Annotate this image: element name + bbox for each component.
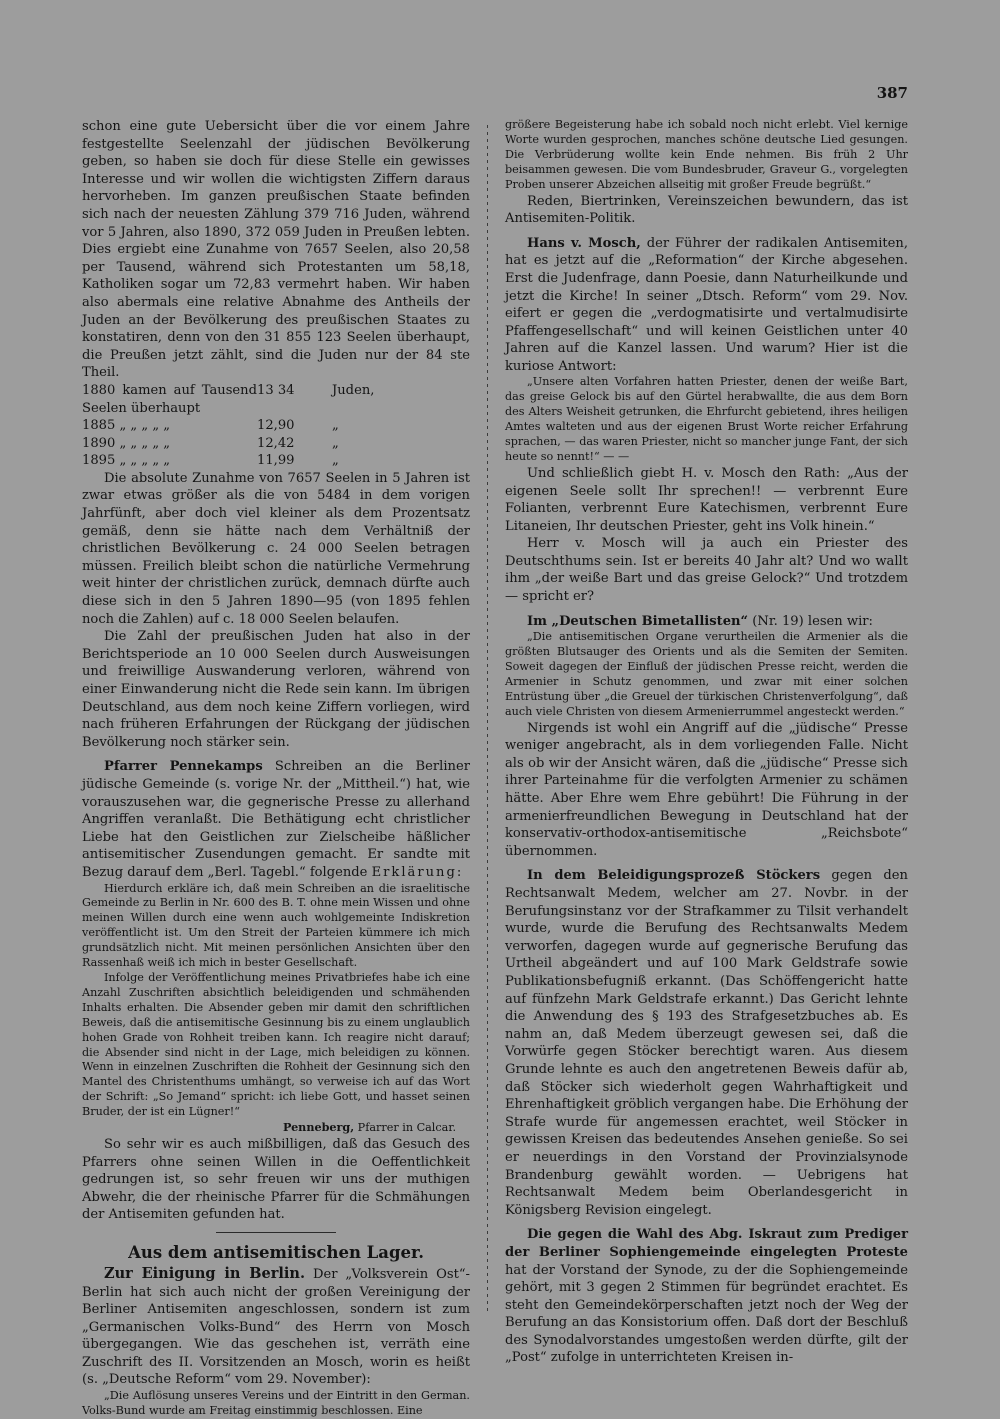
mosch-paragraph: Hans v. Mosch, der Führer der radikalen Antisemiten, hat es jetzt auf die „Reformation“ der Kirche abgesehen. Erst die Judenfrage, dann Poesie, dann Naturheilkunde und jetzt die Kirche! In seiner „Dtsch. Reform“ vom 29. Nov. eifert er gegen die „verdogmatisirte und vertalmudisirte Pfaffengesellschaft“ und will keinen Geistlichen unter 40 Jahren auf die Kanzel lassen. Und warum? Hier ist die kuriose Antwort:: [505, 235, 908, 374]
declaration-quote-1: Hierdurch erkläre ich, daß mein Schreiben an die israelitische Gemeinde zu Berlin in Nr. 600 des B. T. ohne mein Wissen und ohne meinen Willen durch eine wenn auch wohlgemeinte Indiskretion veröffentlicht ist. Um den Streit der Parteien kümmere ich mich grundsätzlich nicht. Mit meinen persönlichen Ansichten über den Rassenhaß weiß ich mich in bester Gesellschaft.: [82, 881, 470, 970]
population-table: [82, 382, 382, 470]
armenier-comment: Nirgends ist wohl ein Angriff auf die „jüdische“ Presse weniger angebracht, als in dem vorliegenden Falle. Nicht als ob wir der Ansicht wären, daß die „jüdische“ Presse sich ihrer Parteinahme für die verfolgten Armenier zu schämen hätte. Aber Ehre wem Ehre gebührt! Die Führung in der armenierfreundlichen Bewegung in Deutschland hat der konservativ-orthodox-antisemitische „Reichsbote“ übernommen.: [505, 720, 908, 859]
mosch-question-paragraph: Herr v. Mosch will ja auch ein Priester des Deutschthums sein. Ist er bereits 40 Jahr alt? Und wo wallt ihm „der weiße Bart und das greise Gelock?“ Und trotzdem — spricht er?: [505, 536, 908, 605]
mosch-advice-paragraph: Und schließlich giebt H. v. Mosch den Rath: „Aus der eigenen Seele sollt Ihr sprechen!! — verbrennt Eure Folianten, verbrennt Eure Katechismen, verbrennt Eure Litaneien, Ihr deutschen Priester, geht ins Volk hinein.“: [505, 465, 908, 534]
einigung-title: Zur Einigung in Berlin.: [104, 1264, 305, 1282]
stoecker-title: In dem Beleidigungsprozeß Stöckers: [527, 868, 821, 884]
emigration-paragraph: Die Zahl der preußischen Juden hat also in der Berichtsperiode an 10 000 Seelen durch Ausweisungen und freiwillige Auswanderung verloren, während von einer Einwanderung nicht die Rede sein kann. Im übrigen Deutschland, aus dem noch keine Ziffern vorliegen, wird nach früheren Erfahrungen der Rückgang der jüdischen Bevölkerung noch stärker sein.: [82, 629, 470, 750]
section-heading: Aus dem antisemitischen Lager.: [128, 1242, 424, 1262]
jewish-population-paragraph: schon eine gute Uebersicht über die vor einem Jahre festgestellte Seelenzahl der jüdischen Bevölkerung geben, so haben sie doch für diese Stelle ein gewisses Interesse und wir wollen die wichtigsten Ziffern daraus hervorheben. Im ganzen preußischen Staate befinden sich nach der neuesten Zählung 379 716 Juden, während vor 5 Jahren, also 1890, 372 059 Juden in Preußen lebten. Dies ergiebt eine Zunahme von 7657 Seelen, also 20,58 per Tausend, während sich Protestanten um 58,18, Katholiken sogar um 72,83 vermehrt haben. Wir haben also abermals eine relative Abnahme des Antheils der Juden an der Bevölkerung des preußischen Staates zu konstatiren, denn von den 31 855 123 Seelen überhaupt, die Preußen jetzt zählt, sind die Juden nur der 84 ste Theil.: [82, 119, 470, 381]
absolute-increase-paragraph: Die absolute Zunahme von 7657 Seelen in 5 Jahren ist zwar etwas größer als die von 5484 in dem vorigen Jahrfünft, aber doch viel kleiner als dem Prozentsatz gemäß, denn sie hätte nach dem Verhältniß der christlichen Bevölkerung c. 24 000 Seelen betragen müssen. Freilich bleibt schon die natürliche Vermehrung weit hinter der christlichen zurück, demnach dürfte auch diese sich in den 5 Jahren 1890—95 (von 1895 fehlen noch die Zahlen) auf c. 18 000 Seelen belaufen.: [82, 470, 470, 627]
pennekamp-paragraph: Pfarrer Pennekamps Schreiben an die Berliner jüdische Gemeinde (s. vorige Nr. der „Mittheil.“) hat, wie vorauszusehen war, die gegnerische Presse zu allerhand Angriffen veranlaßt. Die Bethätigung echt christlicher Liebe hat den Geistlichen zur Zielscheibe häßlicher antisemitischer Zusendungen gemacht. Er sandte mit Bezug darauf dem „Berl. Tagebl.“ folgende Erklärung:: [82, 759, 470, 880]
page-number: 387: [876, 84, 908, 102]
table-row: 1885 „ „ „ „ „ 12,90 „: [82, 418, 339, 434]
volksverein-quote: „Die Auflösung unseres Vereins und der Eintritt in den German. Volks-Bund wurde am Freitag einstimmig beschlossen. Eine: [82, 1389, 470, 1417]
volksverein-quote-continued: größere Begeisterung habe ich sobald noch nicht erlebt. Viel kernige Worte wurden gesprochen, manches schöne deutsche Lied gesungen. Die Verbrüderung wollte kein Ende nehmen. Bis früh 2 Uhr beisammen gewesen. Die vom Bundesbruder, Graveur G., vorgelegten Proben unserer Abzeichen allseitig mit großer Freude begrüßt.“: [505, 118, 908, 191]
table-row: 1895 „ „ „ „ „ 11,99 „: [82, 453, 339, 469]
right-column: [505, 118, 908, 1367]
iskraut-paragraph: Die gegen die Wahl des Abg. Iskraut zum Prediger der Berliner Sophiengemeinde eingelegten Proteste hat der Vorstand der Synode, zu der die Sophiengemeinde gehört, mit 3 gegen 2 Stimmen für begründet erachtet. Es steht den Gemeindekörperschaften jetzt noch der Weg der Berufung an das Konsistorium offen. Daß dort der Beschluß des Synodalvorstandes umgestoßen werden dürfte, gilt der „Post“ zufolge in unterrichteten Kreisen in-: [505, 1227, 908, 1366]
mosch-name: Hans v. Mosch,: [527, 235, 641, 251]
bimetallisten-paragraph: Im „Deutschen Bimetallisten“ (Nr. 19) lesen wir:: [527, 613, 873, 629]
left-column: [82, 118, 470, 1419]
section-rule: [216, 1232, 336, 1233]
priester-quote: „Unsere alten Vorfahren hatten Priester, denen der weiße Bart, das greise Gelock bis auf den Gürtel herabwallte, die aus dem Born des Alters Weisheit getrunken, die Ehrfurcht gebietend, ihres heiligen Amtes walteten und aus der eigenen Brust Worte reicher Erfahrung sprachen, — das waren Priester, nicht so mancher junge Fant, der sich heute so nennt!“ — —: [505, 375, 908, 463]
bimetallisten-title: Im „Deutschen Bimetallisten“: [527, 613, 749, 629]
table-row: 1880 kamen auf Tausend Seelen überhaupt 13 34 Juden,: [82, 382, 375, 416]
antisemiten-politik-line: Reden, Biertrinken, Vereinszeichen bewundern, das ist Antisemiten-Politik.: [505, 193, 908, 227]
signature: Penneberg, Pfarrer in Calcar.: [282, 1120, 456, 1135]
iskraut-title: Die gegen die Wahl des Abg. Iskraut zum Prediger der Berliner Sophiengemeinde eingelegten Proteste: [505, 1227, 908, 1260]
stoecker-paragraph: In dem Beleidigungsprozeß Stöckers gegen den Rechtsanwalt Medem, welcher am 27. Novbr. in der Berufungsinstanz vor der Strafkammer zu Tilsit verhandelt wurde, wurde die Berufung des Rechtsanwalts Medem verworfen, dagegen wurde auf gegnerische Berufung das Urtheil abgeändert und auf 100 Mark Geldstrafe sowie Publikationsbefugniß erkannt. (Das Schöffengericht hatte auf fünfzehn Mark Geldstrafe erkannt.) Das Gericht lehnte die Anwendung des § 193 des Strafgesetzbuches ab. Es nahm an, daß Medem überzeugt gewesen sei, daß die Vorwürfe gegen Stöcker berechtigt waren. Aus diesem Grunde lehnte es auch den angetretenen Beweis dafür ab, daß Stöcker sich wiederholt gegen Wahrhaftigkeit und Ehrenhaftigkeit gröblich vergangen habe. Die Erhöhung der Strafe wurde für angemessen erachtet, weil Stöcker in gewissen Kreisen das bedeutendes Ansehen genieße. So sei er neuerdings in den Vorstand der Provinzialsynode Brandenburg gewählt worden. — Uebrigens hat Rechtsanwalt Medem beim Oberlandesgericht in Königsberg Revision eingelegt.: [505, 868, 908, 1218]
column-divider: [487, 125, 488, 1315]
einigung-paragraph: Zur Einigung in Berlin. Der „Volksverein Ost“-Berlin hat sich auch nicht der großen Vereinigung der Berliner Antisemiten angeschlossen, sondern ist zum „Germanischen Volks-Bund“ des Herrn von Mosch übergegangen. Wie das geschehen ist, verräth eine Zuschrift des II. Vorsitzenden an Mosch, worin es heißt (s. „Deutsche Reform“ vom 29. November):: [82, 1264, 470, 1388]
table-row: 1890 „ „ „ „ „ 12,42 „: [82, 435, 339, 451]
pennekamp-name: Pfarrer Pennekamps: [104, 759, 263, 775]
pennekamp-comment: So sehr wir es auch mißbilligen, daß das Gesuch des Pfarrers ohne seinen Willen in die Oeffentlichkeit gedrungen ist, so sehr freuen wir uns der muthigen Abwehr, die der rheinische Pfarrer für die Schmähungen der Antisemiten gefunden hat.: [82, 1136, 470, 1223]
armenier-quote: „Die antisemitischen Organe verurtheilen die Armenier als die größten Blutsauger des Orients und als die Semiten der Semiten. Soweit dagegen der Einfluß der jüdischen Presse reicht, werden die Armenier in Schutz genommen, und zwar mit einer solchen Entrüstung über „die Greuel der türkischen Christenverfolgung“, daß auch viele Christen von diesem Armenierrummel angesteckt werden.“: [505, 630, 908, 718]
declaration-quote-2: Infolge der Veröffentlichung meines Privatbriefes habe ich eine Anzahl Zuschriften absichtlich beleidigenden und schmähenden Inhalts erhalten. Die Absender geben mir damit den schriftlichen Beweis, daß die antisemitische Gesinnung bis zu einem unglaublich hohen Grade von Rohheit treiben kann. Ich reagire nicht darauf; die Absender sind nicht in der Lage, mich beleidigen zu können. Wenn in einzelnen Zuschriften die Rohheit der Gesinnung sich den Mantel des Christenthums umhängt, so verweise ich auf das Wort der Schrift: „So Jemand“ spricht: ich liebe Gott, und hasset seinen Bruder, der ist ein Lügner!“: [82, 970, 470, 1119]
